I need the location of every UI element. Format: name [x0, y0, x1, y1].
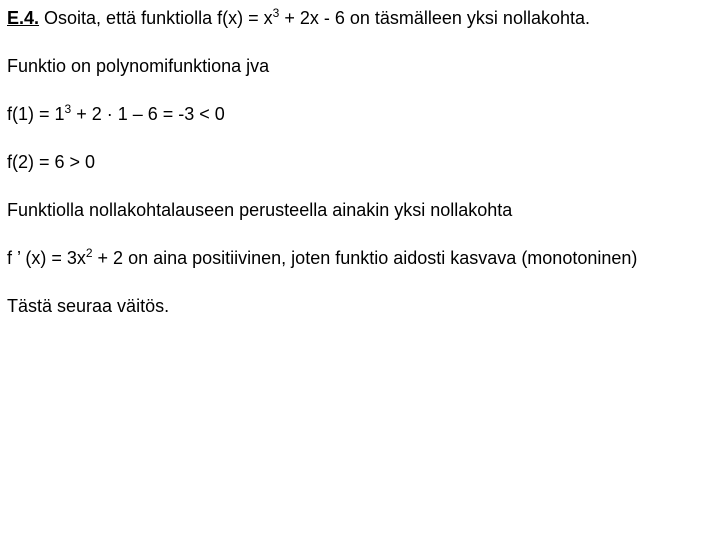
zero-theorem-line: Funktiolla nollakohtalauseen perusteella ainakin yksi nollakohta — [7, 200, 513, 220]
f1-exponent: 3 — [64, 102, 72, 116]
polynomial-continuity-line: Funktio on polynomifunktiona jva — [7, 56, 270, 76]
derivative-text-start: f ’ (x) = 3x — [7, 248, 86, 268]
exercise-statement — [7, 7, 590, 29]
statement-text-end: + 2x - 6 on täsmälleen yksi nollakohta. — [279, 8, 590, 28]
f1-text-end: + 2 · 1 – 6 = -3 < 0 — [71, 104, 225, 124]
derivative-line — [7, 247, 637, 269]
derivative-text-end: + 2 on aina positiivinen, joten funktio aidosti kasvava (monotoninen) — [92, 248, 638, 268]
conclusion-line: Tästä seuraa väitös. — [7, 296, 170, 316]
f1-text-start: f(1) = 1 — [7, 104, 65, 124]
exercise-number: E.4. — [7, 8, 40, 28]
statement-text-start: Osoita, että funktiolla f(x) = x — [39, 8, 273, 28]
statement-exponent: 3 — [272, 6, 280, 20]
f1-evaluation-line — [7, 103, 225, 125]
derivative-exponent: 2 — [85, 246, 93, 260]
f2-evaluation-line: f(2) = 6 > 0 — [7, 152, 96, 172]
